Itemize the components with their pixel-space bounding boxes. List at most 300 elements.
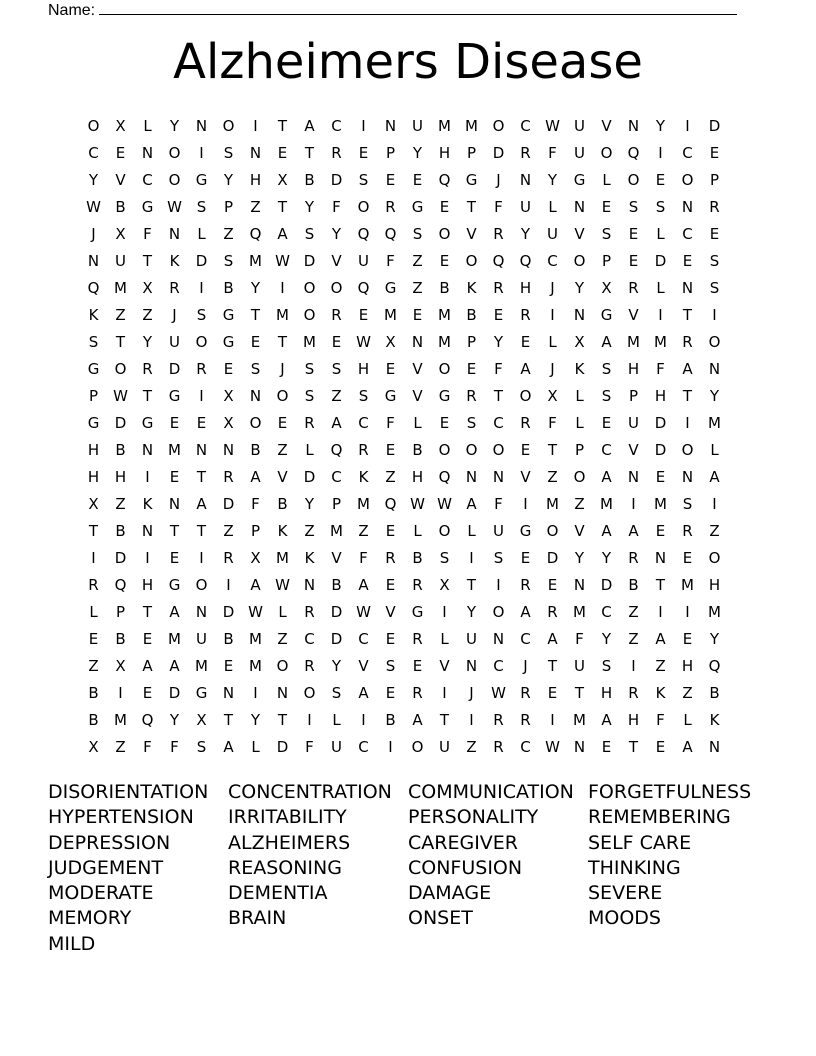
grid-row bbox=[80, 707, 728, 734]
grid-letter: R bbox=[520, 711, 531, 729]
grid-letter: U bbox=[466, 630, 477, 648]
grid-letter: O bbox=[573, 468, 586, 486]
grid-letter: Y bbox=[331, 657, 342, 675]
grid-letter: E bbox=[628, 252, 639, 270]
grid-letter: N bbox=[492, 468, 505, 486]
grid-letter: E bbox=[520, 333, 531, 351]
grid-letter: N bbox=[519, 171, 532, 189]
grid-letter: T bbox=[439, 711, 450, 729]
grid-letter: A bbox=[142, 657, 153, 675]
grid-letter: N bbox=[492, 630, 505, 648]
grid-letter: B bbox=[628, 576, 639, 594]
grid-row bbox=[80, 599, 728, 626]
grid-letter: O bbox=[357, 198, 370, 216]
grid-letter: E bbox=[277, 144, 288, 162]
grid-letter: I bbox=[442, 603, 447, 621]
word-list-item: IRRITABILITY bbox=[228, 806, 347, 829]
grid-letter: D bbox=[330, 630, 343, 648]
grid-letter: T bbox=[88, 522, 99, 540]
grid-letter: L bbox=[413, 522, 422, 540]
grid-letter: G bbox=[222, 333, 235, 351]
grid-letter: R bbox=[358, 441, 369, 459]
grid-letter: W bbox=[545, 738, 560, 756]
grid-letter: U bbox=[574, 144, 585, 162]
grid-letter: M bbox=[195, 657, 208, 675]
grid-letter: N bbox=[141, 522, 154, 540]
grid-letter: A bbox=[547, 630, 558, 648]
grid-letter: S bbox=[412, 225, 423, 243]
grid-letter: U bbox=[574, 117, 585, 135]
grid-letter: S bbox=[304, 387, 315, 405]
grid-letter: D bbox=[222, 603, 235, 621]
grid-row bbox=[80, 221, 728, 248]
grid-letter: I bbox=[307, 711, 312, 729]
grid-letter: S bbox=[655, 198, 666, 216]
grid-letter: T bbox=[196, 468, 207, 486]
grid-letter: B bbox=[115, 198, 126, 216]
grid-letter: X bbox=[142, 279, 153, 297]
grid-letter: N bbox=[195, 117, 208, 135]
grid-letter: R bbox=[412, 576, 423, 594]
grid-letter: X bbox=[115, 225, 126, 243]
grid-letter: O bbox=[438, 522, 451, 540]
word-list-item: REASONING bbox=[228, 856, 342, 879]
puzzle-title: Alzheimers Disease bbox=[173, 34, 643, 90]
grid-letter: O bbox=[681, 441, 694, 459]
grid-letter: A bbox=[601, 522, 612, 540]
grid-letter: M bbox=[708, 414, 721, 432]
word-list-item: HYPERTENSION bbox=[48, 806, 194, 829]
grid-letter: I bbox=[685, 603, 690, 621]
grid-letter: W bbox=[275, 576, 290, 594]
grid-letter: V bbox=[466, 225, 477, 243]
grid-row bbox=[80, 518, 728, 545]
grid-letter: I bbox=[712, 495, 717, 513]
grid-letter: S bbox=[196, 198, 207, 216]
grid-row bbox=[80, 437, 728, 464]
grid-letter: M bbox=[330, 522, 343, 540]
grid-letter: Q bbox=[87, 279, 100, 297]
grid-row bbox=[80, 302, 728, 329]
grid-letter: J bbox=[91, 225, 96, 243]
grid-letter: I bbox=[523, 495, 528, 513]
grid-letter: O bbox=[600, 144, 613, 162]
grid-letter: D bbox=[114, 414, 127, 432]
grid-letter: T bbox=[277, 117, 288, 135]
grid-letter: G bbox=[573, 171, 586, 189]
grid-letter: H bbox=[600, 684, 613, 702]
word-list-item: ALZHEIMERS bbox=[228, 831, 351, 854]
grid-letter: Z bbox=[358, 522, 369, 540]
grid-letter: I bbox=[469, 549, 474, 567]
grid-letter: N bbox=[627, 117, 640, 135]
grid-letter: Y bbox=[250, 279, 261, 297]
grid-letter: S bbox=[601, 387, 612, 405]
grid-letter: R bbox=[628, 549, 639, 567]
grid-letter: R bbox=[682, 333, 693, 351]
grid-letter: Z bbox=[331, 387, 342, 405]
grid-letter: I bbox=[658, 144, 663, 162]
grid-letter: E bbox=[682, 252, 693, 270]
grid-letter: O bbox=[438, 360, 451, 378]
grid-letter: Z bbox=[682, 684, 693, 702]
grid-letter: A bbox=[709, 468, 720, 486]
grid-letter: S bbox=[223, 252, 234, 270]
grid-letter: Y bbox=[304, 198, 315, 216]
word-list-item: MODERATE bbox=[48, 882, 154, 905]
grid-row bbox=[80, 653, 728, 680]
grid-letter: R bbox=[628, 279, 639, 297]
grid-letter: Z bbox=[277, 441, 288, 459]
grid-letter: E bbox=[169, 468, 180, 486]
grid-letter: F bbox=[251, 495, 260, 513]
grid-letter: Z bbox=[115, 738, 126, 756]
grid-row bbox=[80, 329, 728, 356]
grid-letter: Z bbox=[304, 522, 315, 540]
grid-letter: M bbox=[546, 495, 559, 513]
grid-letter: V bbox=[520, 468, 531, 486]
grid-letter: V bbox=[277, 468, 288, 486]
grid-letter: N bbox=[249, 387, 262, 405]
grid-letter: R bbox=[520, 144, 531, 162]
grid-letter: W bbox=[545, 117, 560, 135]
grid-letter: G bbox=[195, 171, 208, 189]
grid-row bbox=[80, 113, 728, 140]
grid-letter: O bbox=[87, 117, 100, 135]
grid-letter: E bbox=[412, 171, 423, 189]
grid-letter: E bbox=[385, 576, 396, 594]
grid-letter: Q bbox=[330, 441, 343, 459]
grid-letter: Z bbox=[547, 468, 558, 486]
grid-letter: V bbox=[628, 306, 639, 324]
grid-letter: U bbox=[574, 657, 585, 675]
grid-row bbox=[80, 356, 728, 383]
grid-letter: M bbox=[249, 630, 262, 648]
grid-letter: M bbox=[627, 333, 640, 351]
grid-letter: O bbox=[195, 333, 208, 351]
grid-letter: R bbox=[223, 468, 234, 486]
grid-letter: E bbox=[196, 414, 207, 432]
grid-letter: A bbox=[331, 414, 342, 432]
grid-letter: P bbox=[628, 387, 639, 405]
grid-row bbox=[80, 491, 728, 518]
grid-letter: Q bbox=[249, 225, 262, 243]
grid-letter: E bbox=[439, 198, 450, 216]
grid-letter: N bbox=[141, 144, 154, 162]
grid-letter: R bbox=[682, 522, 693, 540]
grid-letter: X bbox=[223, 414, 234, 432]
grid-letter: H bbox=[681, 657, 694, 675]
grid-letter: R bbox=[304, 414, 315, 432]
grid-letter: R bbox=[520, 576, 531, 594]
grid-letter: Y bbox=[466, 603, 477, 621]
grid-letter: K bbox=[142, 495, 153, 513]
grid-letter: R bbox=[493, 711, 504, 729]
grid-letter: T bbox=[574, 684, 585, 702]
grid-letter: A bbox=[358, 684, 369, 702]
grid-letter: T bbox=[628, 738, 639, 756]
grid-letter: G bbox=[411, 198, 424, 216]
word-list-item: CONCENTRATION bbox=[228, 781, 392, 803]
grid-letter: Z bbox=[709, 522, 720, 540]
grid-letter: F bbox=[548, 414, 557, 432]
grid-letter: T bbox=[277, 198, 288, 216]
grid-letter: B bbox=[223, 630, 234, 648]
grid-letter: I bbox=[91, 549, 96, 567]
grid-letter: H bbox=[87, 441, 100, 459]
grid-letter: U bbox=[115, 252, 126, 270]
grid-letter: H bbox=[708, 576, 721, 594]
grid-letter: K bbox=[277, 522, 288, 540]
grid-letter: I bbox=[550, 711, 555, 729]
grid-letter: N bbox=[168, 495, 181, 513]
grid-letter: K bbox=[655, 684, 666, 702]
grid-letter: I bbox=[685, 414, 690, 432]
grid-row bbox=[80, 734, 728, 761]
word-list-item: MILD bbox=[48, 932, 96, 955]
grid-letter: E bbox=[385, 684, 396, 702]
word-list-item: PERSONALITY bbox=[408, 806, 539, 829]
grid-row bbox=[80, 572, 728, 599]
grid-letter: S bbox=[358, 171, 369, 189]
grid-letter: M bbox=[168, 630, 181, 648]
grid-letter: G bbox=[141, 414, 154, 432]
grid-letter: Z bbox=[628, 630, 639, 648]
grid-letter: U bbox=[169, 333, 180, 351]
grid-letter: A bbox=[601, 333, 612, 351]
grid-letter: H bbox=[627, 360, 640, 378]
grid-letter: E bbox=[358, 306, 369, 324]
grid-letter: G bbox=[519, 522, 532, 540]
grid-letter: Z bbox=[412, 252, 423, 270]
grid-letter: Y bbox=[709, 630, 720, 648]
grid-letter: T bbox=[304, 144, 315, 162]
word-list-item: MOODS bbox=[588, 907, 661, 930]
grid-letter: G bbox=[600, 306, 613, 324]
grid-letter: F bbox=[656, 360, 665, 378]
grid-letter: E bbox=[655, 468, 666, 486]
word-list-item: DAMAGE bbox=[408, 882, 492, 905]
grid-letter: G bbox=[195, 684, 208, 702]
grid-letter: L bbox=[197, 225, 206, 243]
grid-letter: O bbox=[303, 306, 316, 324]
grid-letter: I bbox=[442, 684, 447, 702]
grid-letter: D bbox=[330, 603, 343, 621]
grid-letter: Y bbox=[304, 495, 315, 513]
grid-letter: N bbox=[573, 306, 586, 324]
grid-letter: Q bbox=[438, 468, 451, 486]
grid-letter: B bbox=[331, 576, 342, 594]
grid-letter: A bbox=[277, 225, 288, 243]
grid-letter: R bbox=[385, 198, 396, 216]
grid-letter: S bbox=[601, 657, 612, 675]
grid-letter: X bbox=[277, 171, 288, 189]
name-blank-line bbox=[99, 0, 737, 15]
grid-letter: Z bbox=[385, 468, 396, 486]
grid-letter: T bbox=[277, 333, 288, 351]
grid-letter: Q bbox=[357, 225, 370, 243]
word-list-item: DEMENTIA bbox=[228, 882, 328, 905]
grid-letter: R bbox=[304, 657, 315, 675]
grid-letter: D bbox=[114, 549, 127, 567]
grid-letter: S bbox=[709, 252, 720, 270]
grid-letter: I bbox=[226, 576, 231, 594]
grid-letter: W bbox=[275, 252, 290, 270]
grid-letter: O bbox=[438, 441, 451, 459]
grid-letter: M bbox=[249, 252, 262, 270]
grid-letter: I bbox=[658, 603, 663, 621]
grid-letter: S bbox=[358, 387, 369, 405]
grid-letter: E bbox=[223, 360, 234, 378]
word-list-item: COMMUNICATION bbox=[408, 781, 574, 803]
grid-letter: J bbox=[523, 657, 528, 675]
grid-letter: Q bbox=[114, 576, 127, 594]
grid-letter: M bbox=[681, 576, 694, 594]
grid-letter: Y bbox=[250, 711, 261, 729]
grid-letter: C bbox=[88, 144, 99, 162]
grid-letter: T bbox=[277, 711, 288, 729]
letter-grid bbox=[80, 113, 728, 761]
grid-letter: N bbox=[276, 684, 289, 702]
grid-letter: C bbox=[547, 252, 558, 270]
grid-letter: T bbox=[493, 387, 504, 405]
grid-letter: S bbox=[682, 495, 693, 513]
grid-letter: E bbox=[655, 738, 666, 756]
grid-letter: N bbox=[627, 468, 640, 486]
grid-letter: E bbox=[466, 360, 477, 378]
grid-row bbox=[80, 383, 728, 410]
grid-letter: O bbox=[708, 549, 721, 567]
grid-letter: V bbox=[412, 360, 423, 378]
grid-letter: M bbox=[276, 549, 289, 567]
grid-letter: M bbox=[114, 279, 127, 297]
grid-letter: X bbox=[547, 387, 558, 405]
grid-letter: X bbox=[385, 333, 396, 351]
grid-letter: M bbox=[438, 306, 451, 324]
grid-letter: C bbox=[520, 630, 531, 648]
grid-row bbox=[80, 194, 728, 221]
grid-letter: A bbox=[601, 468, 612, 486]
grid-letter: C bbox=[142, 171, 153, 189]
grid-letter: W bbox=[86, 198, 101, 216]
grid-letter: S bbox=[250, 360, 261, 378]
grid-letter: E bbox=[223, 657, 234, 675]
grid-letter: S bbox=[223, 144, 234, 162]
grid-letter: P bbox=[115, 603, 126, 621]
grid-letter: T bbox=[250, 306, 261, 324]
grid-letter: L bbox=[467, 522, 476, 540]
grid-letter: N bbox=[681, 468, 694, 486]
grid-letter: U bbox=[412, 117, 423, 135]
grid-letter: L bbox=[656, 225, 665, 243]
grid-letter: N bbox=[222, 684, 235, 702]
grid-letter: M bbox=[249, 657, 262, 675]
grid-letter: N bbox=[465, 657, 478, 675]
grid-letter: C bbox=[358, 414, 369, 432]
grid-letter: E bbox=[520, 441, 531, 459]
grid-letter: D bbox=[222, 495, 235, 513]
grid-letter: F bbox=[494, 495, 503, 513]
grid-letter: G bbox=[222, 306, 235, 324]
grid-letter: O bbox=[303, 684, 316, 702]
grid-letter: Y bbox=[574, 549, 585, 567]
grid-letter: F bbox=[494, 198, 503, 216]
word-list-item: BRAIN bbox=[228, 907, 287, 930]
grid-letter: A bbox=[169, 603, 180, 621]
grid-letter: C bbox=[601, 441, 612, 459]
grid-letter: O bbox=[708, 333, 721, 351]
grid-letter: D bbox=[168, 360, 181, 378]
grid-letter: U bbox=[331, 738, 342, 756]
grid-letter: Q bbox=[708, 657, 721, 675]
grid-letter: X bbox=[601, 279, 612, 297]
grid-letter: M bbox=[465, 117, 478, 135]
grid-letter: S bbox=[709, 279, 720, 297]
grid-letter: E bbox=[547, 684, 558, 702]
grid-letter: C bbox=[358, 630, 369, 648]
grid-letter: L bbox=[251, 738, 260, 756]
grid-letter: A bbox=[304, 117, 315, 135]
grid-letter: O bbox=[573, 252, 586, 270]
grid-letter: I bbox=[631, 495, 636, 513]
grid-letter: P bbox=[385, 144, 396, 162]
grid-letter: Q bbox=[519, 252, 532, 270]
word-list-item: SELF CARE bbox=[588, 831, 692, 854]
grid-letter: M bbox=[573, 711, 586, 729]
grid-letter: R bbox=[493, 279, 504, 297]
grid-row bbox=[80, 626, 728, 653]
grid-letter: L bbox=[683, 711, 692, 729]
grid-letter: E bbox=[601, 738, 612, 756]
grid-letter: M bbox=[438, 333, 451, 351]
grid-letter: H bbox=[627, 711, 640, 729]
grid-letter: O bbox=[492, 441, 505, 459]
grid-letter: O bbox=[249, 414, 262, 432]
grid-letter: B bbox=[115, 441, 126, 459]
grid-letter: O bbox=[465, 252, 478, 270]
grid-letter: D bbox=[546, 549, 559, 567]
grid-letter: R bbox=[223, 549, 234, 567]
grid-letter: O bbox=[195, 576, 208, 594]
grid-letter: E bbox=[682, 630, 693, 648]
grid-letter: A bbox=[520, 603, 531, 621]
grid-letter: R bbox=[547, 603, 558, 621]
grid-letter: E bbox=[142, 630, 153, 648]
grid-letter: Z bbox=[223, 225, 234, 243]
grid-letter: A bbox=[520, 360, 531, 378]
grid-letter: F bbox=[359, 549, 368, 567]
grid-letter: N bbox=[195, 441, 208, 459]
grid-letter: L bbox=[575, 387, 584, 405]
grid-letter: B bbox=[709, 684, 720, 702]
grid-letter: U bbox=[358, 252, 369, 270]
grid-row bbox=[80, 275, 728, 302]
grid-letter: O bbox=[627, 171, 640, 189]
grid-letter: T bbox=[196, 522, 207, 540]
grid-letter: D bbox=[276, 738, 289, 756]
grid-letter: B bbox=[115, 522, 126, 540]
grid-letter: V bbox=[385, 603, 396, 621]
grid-letter: C bbox=[520, 117, 531, 135]
word-list-item: SEVERE bbox=[588, 882, 663, 905]
word-list-item: DEPRESSION bbox=[48, 831, 171, 854]
grid-letter: G bbox=[384, 387, 397, 405]
grid-letter: U bbox=[628, 414, 639, 432]
grid-letter: C bbox=[358, 738, 369, 756]
grid-letter: J bbox=[469, 684, 474, 702]
grid-letter: Z bbox=[466, 738, 477, 756]
grid-letter: O bbox=[303, 279, 316, 297]
